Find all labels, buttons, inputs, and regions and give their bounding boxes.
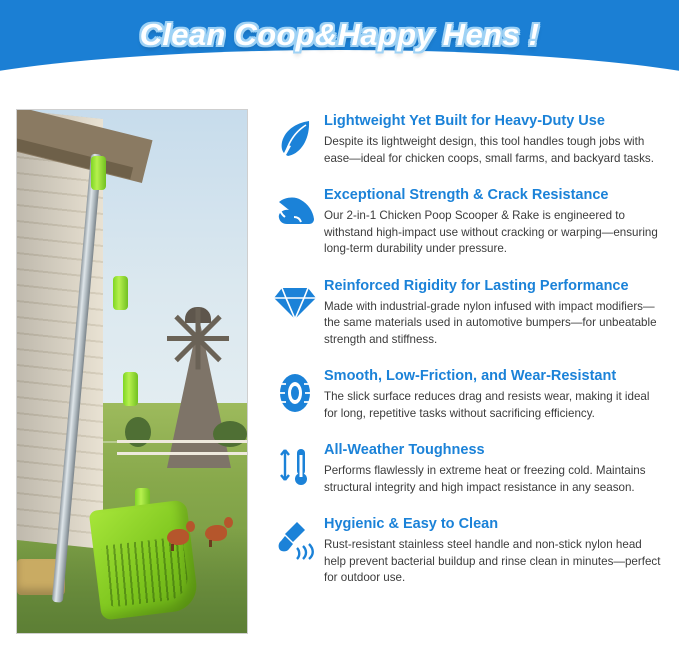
tool-grip-middle — [113, 276, 128, 310]
thermometer-icon — [266, 440, 324, 494]
cleaning-brush-icon — [266, 514, 324, 568]
product-photo — [16, 109, 248, 634]
feature-title: Smooth, Low-Friction, and Wear-Resistant — [324, 368, 617, 384]
tool-grip-lower — [123, 372, 138, 406]
tire-icon — [266, 366, 324, 420]
feature-description: Rust-resistant stainless steel handle and non-stick nylon head help prevent bacterial buildup and rinse clean in minutes—perfect for outdoor use. — [324, 538, 661, 585]
fence — [117, 440, 248, 443]
tool-grip-top — [91, 156, 106, 190]
scooper-slots — [101, 536, 190, 608]
page-title: Clean Coop&Happy Hens ! — [139, 17, 540, 52]
feature-title: Exceptional Strength & Crack Resistance — [324, 187, 609, 204]
feature-title: Reinforced Rigidity for Lasting Performance — [324, 277, 629, 294]
feature-description: Our 2-in-1 Chicken Poop Scooper & Rake is engineered to withstand high-impact use without cracking or warping—ensuring long-term durability under pressure. — [324, 209, 658, 256]
feature-description: The slick surface reduces drag and resists wear, making it ideal for long, repetitive tasks without sacrificing efficiency. — [324, 390, 650, 420]
feature-title: Hygienic & Easy to Clean — [324, 516, 499, 533]
feature-item — [266, 440, 663, 496]
feature-text — [324, 111, 663, 167]
feature-text — [324, 185, 663, 257]
header-banner — [0, 0, 679, 84]
feature-description: Made with industrial-grade nylon infused with impact modifiers—the same materials used in automotive bumpers—for unbeatable strength and stiffness. — [324, 299, 657, 346]
fence — [117, 452, 248, 455]
feature-item — [266, 366, 663, 422]
tree-icon — [213, 421, 247, 447]
flexed-biceps-icon — [266, 185, 324, 239]
feature-description: Performs flawlessly in extreme heat or freezing cold. Maintains structural integrity and high impact resistance in any season. — [324, 464, 646, 494]
feature-text — [324, 514, 663, 586]
feature-description: Despite its lightweight design, this tool handles tough jobs with ease—ideal for chicken coops, small farms, and backyard tasks. — [324, 135, 654, 165]
feature-item — [266, 276, 663, 348]
feature-title: All-Weather Toughness — [324, 442, 485, 459]
feature-text — [324, 276, 663, 348]
feature-text — [324, 440, 663, 496]
feather-icon — [266, 111, 324, 165]
chicken-icon — [167, 529, 189, 545]
content-area — [0, 84, 679, 634]
scooper-head — [89, 499, 200, 620]
feature-item — [266, 111, 663, 167]
feature-item — [266, 514, 663, 586]
feature-text — [324, 366, 663, 422]
feature-list — [266, 109, 663, 634]
banner-wave — [0, 50, 679, 84]
diamond-icon — [266, 276, 324, 330]
chicken-icon — [205, 525, 227, 541]
feature-title: Lightweight Yet Built for Heavy-Duty Use — [324, 113, 605, 129]
feature-item — [266, 185, 663, 257]
